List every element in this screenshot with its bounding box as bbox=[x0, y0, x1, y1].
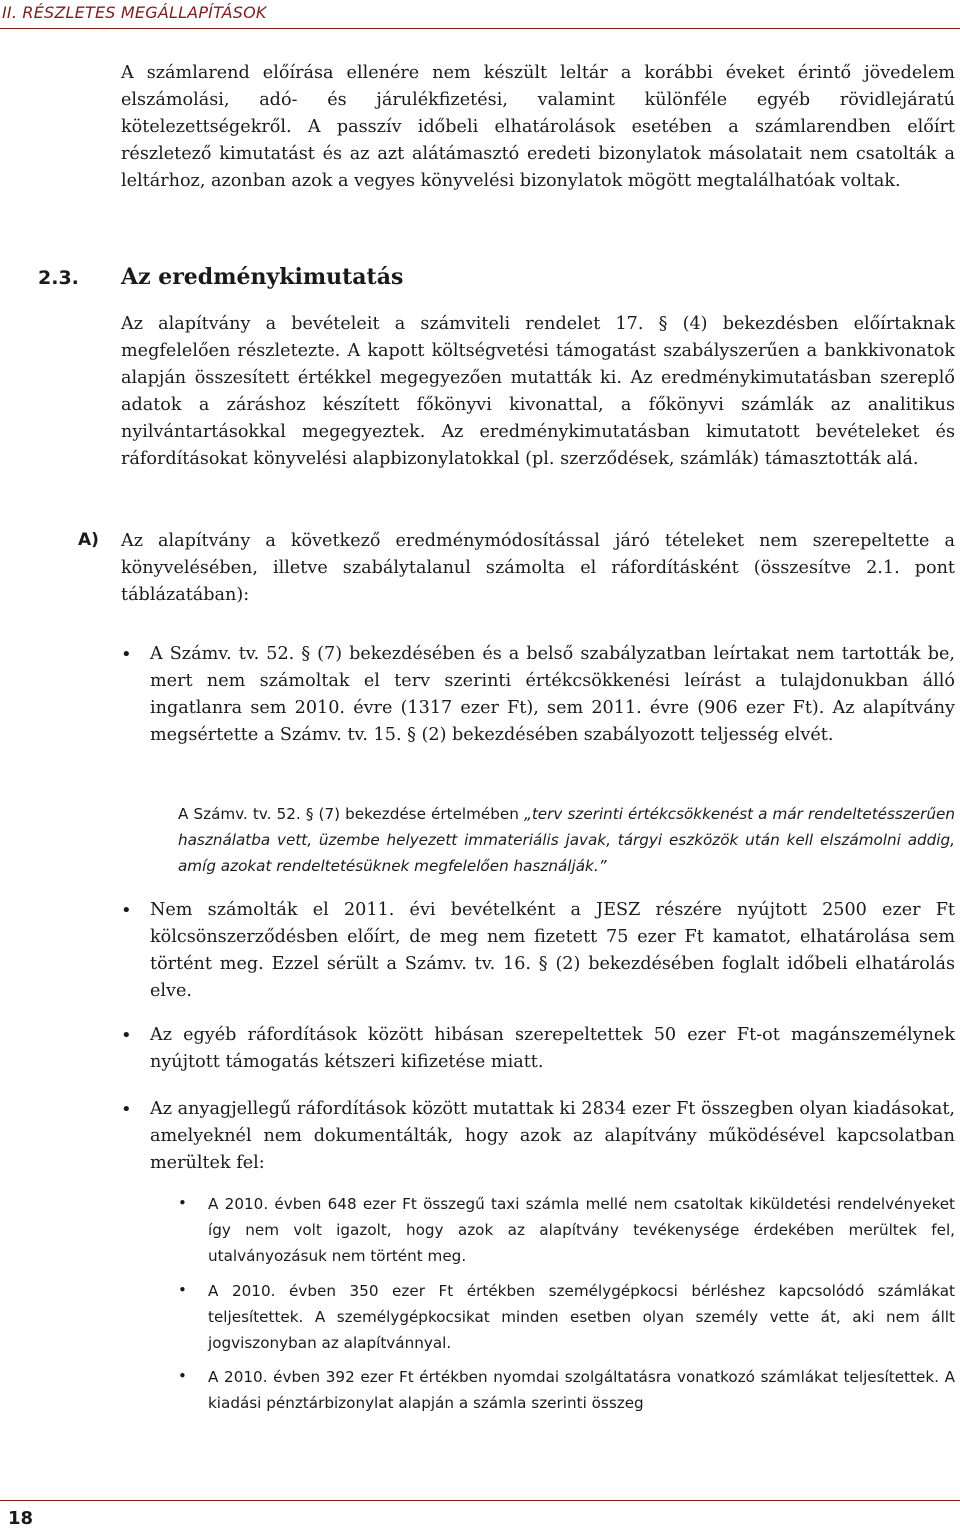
bullet-marker: • bbox=[121, 900, 132, 921]
sub-bullet-marker: • bbox=[178, 1367, 187, 1385]
bullet-marker: • bbox=[121, 1099, 132, 1120]
intro-paragraph: A számlarend előírása ellenére nem készült leltár a korábbi éveket érintő jövedelem elszámolási, adó- és járulékfizetési, valamint különféle egyéb rövidlejáratú kötelezettségekről. A passzív időbeli elhatárolások esetében a számlarendben előírt részletező kimutatást és az azt alátámasztó eredeti bizonylatok másolatait nem csatolták a leltárhoz, azonban azok a vegyes könyvelési bizonylatok mögött megtalálhatóak voltak. bbox=[121, 63, 955, 191]
section-number: 2.3. bbox=[38, 267, 79, 289]
quote-prefix: A Számv. tv. 52. § (7) bekezdése értelmében bbox=[178, 805, 524, 823]
sub-bullet-item-taxi: A 2010. évben 648 ezer Ft összegű taxi számla mellé nem csatoltak kiküldetési rendelvényeket így nem volt igazolt, hogy azok az alapítvány tevékenysége érdekében merültek fel, utalványozásuk nem történt meg. bbox=[208, 1195, 955, 1265]
bullet-item-depreciation: A Számv. tv. 52. § (7) bekezdésében és a belső szabályzatban leírtakat nem tartották be, mert nem számoltak el terv szerinti értékcsökkenési leírást a tulajdonukban álló ingatlanra sem 2010. évre (1317 ezer Ft), sem 2011. évre (906 ezer Ft). Az alapítvány megsértette a Számv. tv. 15. § (2) bekezdésében szabályozott teljesség elvét. bbox=[150, 644, 955, 745]
section-paragraph: Az alapítvány a bevételeit a számviteli rendelet 17. § (4) bekezdésben előírtaknak megfelelően részletezte. A kapott költségvetési támogatást szabályszerűen a bankkivonatok alapján összesített értékkel megegyezően mutatták ki. Az eredménykimutatásban szereplő adatok a záráshoz készített főkönyvi kivonattal, a főkönyvi számlák az analitikus nyilvántartásokkal megegyeztek. Az eredménykimutatásban kimutatott bevételeket és ráfordításokat könyvelési alapbizonylatokkal (pl. szerződések, számlák) támasztották alá. bbox=[121, 314, 955, 469]
running-header bbox=[0, 0, 960, 30]
running-title: II. RÉSZLETES MEGÁLLAPÍTÁSOK bbox=[2, 3, 267, 22]
sub-bullet-marker: • bbox=[178, 1194, 187, 1212]
sub-bullet-marker: • bbox=[178, 1281, 187, 1299]
bullet-item-interest: Nem számolták el 2011. évi bevételként a JESZ részére nyújtott 2500 ezer Ft kölcsönszerződésben előírt, de meg nem fizetett 75 ezer Ft kamatot, elhatárolása sem történt meg. Ezzel sérült a Számv. tv. 16. § (2) bekezdésében foglalt időbeli elhatárolás elve. bbox=[150, 900, 955, 1001]
sub-bullet-item-car-rental: A 2010. évben 350 ezer Ft értékben személygépkocsi bérléshez kapcsolódó számlákat teljesítettek. A személygépkocsikat minden esetben olyan személy vette át, aki nem állt jogviszonyban az alapítvánnyal. bbox=[208, 1282, 955, 1352]
legal-quote bbox=[178, 801, 955, 879]
bullet-marker: • bbox=[121, 1025, 132, 1046]
footer-rule bbox=[0, 1500, 960, 1501]
point-a-label: A) bbox=[78, 530, 99, 550]
sub-bullet-item-printing: A 2010. évben 392 ezer Ft értékben nyomdai szolgáltatásra vonatkozó számlákat teljesítettek. A kiadási pénztárbizonylat alapján a számla szerinti összeg bbox=[208, 1368, 955, 1412]
bullet-item-other-expenses: Az egyéb ráfordítások között hibásan szerepeltettek 50 ezer Ft-ot magánszemélynek nyújtott támogatás kétszeri kifizetése miatt. bbox=[150, 1025, 955, 1072]
point-a-paragraph: Az alapítvány a következő eredménymódosítással járó tételeket nem szerepeltette a könyvelésében, illetve szabálytalanul számolta el ráfordításként (összesítve 2.1. pont táblázatában): bbox=[121, 531, 955, 605]
page-number: 18 bbox=[8, 1508, 34, 1529]
section-title: Az eredménykimutatás bbox=[121, 264, 404, 290]
header-rule bbox=[0, 28, 960, 29]
bullet-marker: • bbox=[121, 644, 132, 665]
quote-italic: „terv szerinti értékcsökkenést a már rendeltetésszerűen használatba vett, üzembe helyezett immateriális javak, tárgyi eszközök után kell elszámolni addig, amíg azokat rendeltetésüknek megfelelően használják.” bbox=[178, 805, 955, 875]
bullet-item-material-expenses: Az anyagjellegű ráfordítások között mutattak ki 2834 ezer Ft összegben olyan kiadásokat, amelyeknél nem dokumentálták, hogy azok az alapítvány működésével kapcsolatban merültek fel: bbox=[150, 1099, 955, 1173]
